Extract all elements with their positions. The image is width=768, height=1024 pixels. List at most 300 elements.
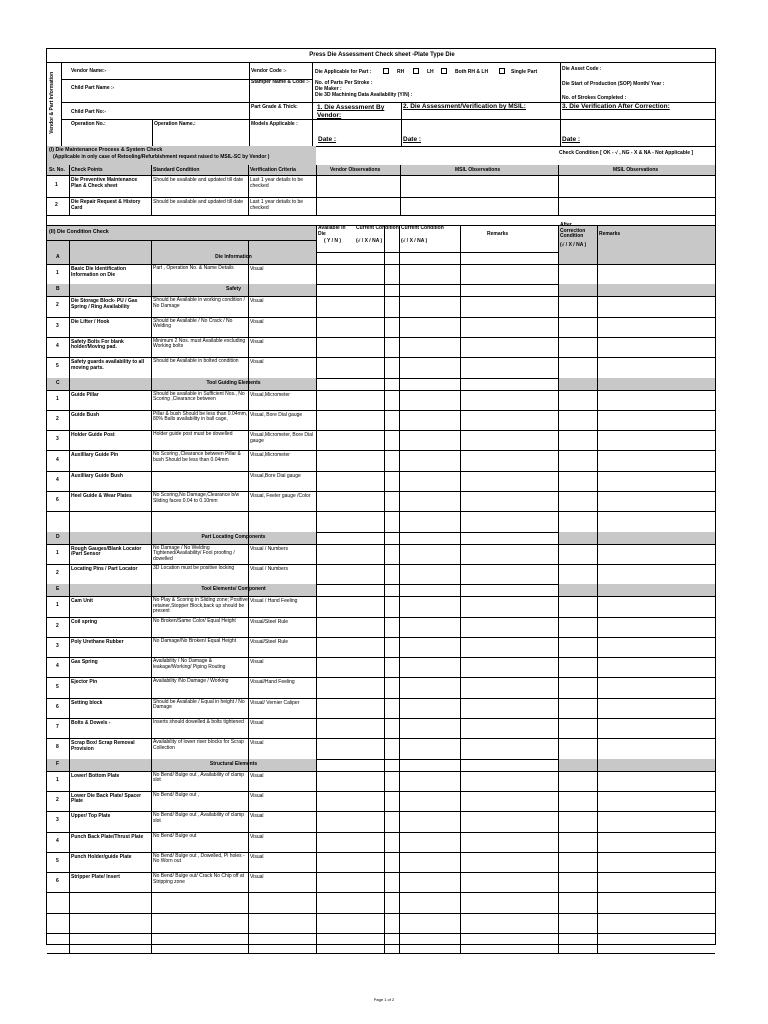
current-condition-cell[interactable]: [384, 852, 399, 872]
remarks2-cell[interactable]: [597, 791, 715, 811]
current-condition2-cell[interactable]: [399, 913, 460, 933]
check-point: Lower/ Bottom Plate: [71, 772, 120, 779]
date-after-field[interactable]: Date :: [562, 136, 581, 143]
stamper-name-field[interactable]: Stamper Name & Code :-: [251, 79, 310, 85]
available-cell[interactable]: [316, 933, 384, 953]
remarks-cell[interactable]: [460, 718, 558, 738]
remarks2-cell[interactable]: [597, 511, 715, 531]
check-point: Die Storage Block- PU / Gas Spring / Ring Availability: [71, 298, 138, 310]
single-checkbox[interactable]: [499, 68, 505, 74]
remarks-cell[interactable]: [460, 892, 558, 912]
available-cell[interactable]: [316, 852, 384, 872]
current-condition2-cell[interactable]: [399, 811, 460, 831]
col-available: Available in Die: [318, 225, 346, 237]
current-condition-cell[interactable]: [384, 410, 399, 430]
table-row: [47, 933, 715, 953]
check-point: Guide Pillar: [71, 391, 99, 398]
group-name: Structural Elements: [209, 760, 258, 767]
standard-condition: Minimum 2 Nos. must Available excluding Working bolts: [153, 337, 246, 350]
operation-name-field[interactable]: Operation Name.:: [154, 121, 196, 127]
check-point: Gas Spring: [71, 659, 98, 666]
remarks2-cell[interactable]: [597, 892, 715, 912]
current-condition2-cell[interactable]: [399, 544, 460, 564]
row-number: 4: [56, 837, 59, 844]
current-condition-cell[interactable]: [384, 296, 399, 316]
table-row: [47, 811, 715, 831]
after-correction-cell[interactable]: [558, 738, 597, 758]
current-condition2-cell[interactable]: [399, 357, 460, 377]
table-row: [47, 264, 715, 284]
row-number: 3: [56, 322, 59, 329]
available-cell[interactable]: [316, 791, 384, 811]
after-correction-cell[interactable]: [558, 637, 597, 657]
verification-criteria: Visual,Bore Dial gauge: [250, 472, 301, 479]
check-point: Holder Guide Post: [71, 432, 115, 439]
die-sop-field[interactable]: Die Start of Production (SOP) Month/ Year :: [562, 81, 665, 87]
current-condition2-cell[interactable]: [399, 564, 460, 584]
after-correction-cell[interactable]: [558, 511, 597, 531]
msil-observation-cell[interactable]: [400, 197, 558, 215]
vendor-code-field[interactable]: Vendor Code :-: [251, 68, 287, 74]
remarks-cell[interactable]: [460, 317, 558, 337]
remarks2-cell[interactable]: [597, 491, 715, 511]
after-correction-cell[interactable]: [558, 296, 597, 316]
after-correction-cell[interactable]: [558, 544, 597, 564]
table-row: [47, 852, 715, 872]
remarks2-cell[interactable]: [597, 811, 715, 831]
available-cell[interactable]: [316, 264, 384, 284]
after-correction-cell[interactable]: [558, 791, 597, 811]
verification-criteria: Visual/Steel Rule: [250, 618, 288, 625]
after-correction-cell[interactable]: [558, 811, 597, 831]
standard-condition: Inserts should dowelled & bolts tightened: [153, 719, 244, 725]
check-point: Setting block: [71, 699, 103, 706]
current-condition2-cell[interactable]: [399, 337, 460, 357]
current-condition2-cell[interactable]: [399, 596, 460, 616]
after-correction-cell[interactable]: [558, 337, 597, 357]
standard-condition: Availability /No Damage / Working: [153, 678, 229, 685]
verification-criteria: Visual: [250, 266, 264, 272]
table-row: [47, 390, 715, 410]
remarks-cell[interactable]: [460, 410, 558, 430]
available-cell[interactable]: [316, 390, 384, 410]
remarks-cell[interactable]: [460, 698, 558, 718]
current-condition-cell[interactable]: [384, 337, 399, 357]
verification-criteria: Visual: [250, 740, 264, 747]
verification-criteria: Visual: [250, 318, 264, 325]
available-cell[interactable]: [316, 430, 384, 450]
current-condition2-cell[interactable]: [399, 430, 460, 450]
remarks-cell[interactable]: [460, 264, 558, 284]
row-number: 4: [56, 663, 59, 670]
check-point: Scrap Box/ Scrap Removal Provision: [71, 740, 135, 752]
after-correction-cell[interactable]: [558, 357, 597, 377]
remarks-cell[interactable]: [460, 872, 558, 892]
strokes-completed-field[interactable]: No. of Strokes Completed :: [562, 95, 627, 101]
remarks2-cell[interactable]: [597, 637, 715, 657]
current-condition2-cell[interactable]: [399, 892, 460, 912]
current-condition2-cell[interactable]: [399, 296, 460, 316]
remarks2-cell[interactable]: [597, 317, 715, 337]
current-condition2-cell[interactable]: [399, 677, 460, 697]
available-cell[interactable]: [316, 698, 384, 718]
current-condition2-cell[interactable]: [399, 410, 460, 430]
available-cell[interactable]: [316, 511, 384, 531]
remarks-cell[interactable]: [460, 657, 558, 677]
available-cell[interactable]: [316, 491, 384, 511]
after-correction-cell[interactable]: [558, 564, 597, 584]
current-condition-cell[interactable]: [384, 450, 399, 470]
current-condition2-cell[interactable]: [399, 317, 460, 337]
group-letter: B: [56, 286, 60, 293]
current-condition-cell[interactable]: [384, 617, 399, 637]
remarks2-cell[interactable]: [597, 471, 715, 491]
col-current2-sub: (√ / X / NA ): [401, 238, 428, 244]
lh-checkbox[interactable]: [413, 68, 419, 74]
verification-criteria: Last 1 year details to be checked: [250, 199, 304, 211]
date-vendor-field[interactable]: Date :: [318, 136, 337, 143]
remarks-cell[interactable]: [460, 296, 558, 316]
standard-condition: Should be available and updated till date: [153, 177, 244, 183]
current-condition2-cell[interactable]: [399, 450, 460, 470]
available-cell[interactable]: [316, 450, 384, 470]
available-cell[interactable]: [316, 892, 384, 912]
section2-title: (II) Die Condition Check: [49, 229, 109, 235]
remarks2-cell[interactable]: [597, 771, 715, 791]
check-point: Die Repair Request & History Card: [71, 199, 141, 211]
table-row: [47, 596, 715, 616]
after-correction-cell[interactable]: [558, 596, 597, 616]
child-part-name-field[interactable]: Child Part Name :-: [71, 85, 115, 91]
remarks-cell[interactable]: [460, 390, 558, 410]
verification-criteria: Visual,Micrometer, Bore Dial gauge: [250, 432, 313, 444]
available-cell[interactable]: [316, 738, 384, 758]
current-condition2-cell[interactable]: [399, 852, 460, 872]
current-condition2-cell[interactable]: [399, 471, 460, 491]
standard-condition: Availability / No Damage & leakage/Working/ Piping Routing: [153, 658, 226, 670]
remarks2-cell[interactable]: [597, 832, 715, 852]
current-condition-cell[interactable]: [384, 657, 399, 677]
available-cell[interactable]: [316, 771, 384, 791]
standard-condition: Availability of lower riser blocks for Scrap Collection: [153, 739, 244, 751]
current-condition-cell[interactable]: [384, 564, 399, 584]
current-condition-cell[interactable]: [384, 637, 399, 657]
remarks2-cell[interactable]: [597, 296, 715, 316]
verification-criteria: Visual: [250, 298, 264, 305]
after-correction-cell[interactable]: [558, 617, 597, 637]
current-condition-cell[interactable]: [384, 791, 399, 811]
remarks-cell[interactable]: [460, 450, 558, 470]
row-number: 5: [56, 683, 59, 690]
row-number: 3: [56, 817, 59, 824]
available-cell[interactable]: [316, 544, 384, 564]
section1-col-std: Standard Condition: [153, 167, 200, 173]
after-correction-cell[interactable]: [558, 491, 597, 511]
after-correction-cell[interactable]: [558, 913, 597, 933]
available-cell[interactable]: [316, 357, 384, 377]
remarks-cell[interactable]: [460, 791, 558, 811]
col-remarks2: Remarks: [599, 231, 621, 237]
verification-criteria: Visual,Micrometer: [250, 391, 290, 398]
current-condition-cell[interactable]: [384, 872, 399, 892]
current-condition2-cell[interactable]: [399, 718, 460, 738]
section1-row: [47, 197, 715, 215]
vendor-observation-cell[interactable]: [316, 197, 400, 215]
current-condition-cell[interactable]: [384, 544, 399, 564]
current-condition2-cell[interactable]: [399, 832, 460, 852]
remarks-cell[interactable]: [460, 430, 558, 450]
available-cell[interactable]: [316, 337, 384, 357]
available-cell[interactable]: [316, 296, 384, 316]
after-correction-cell[interactable]: [558, 872, 597, 892]
current-condition-cell[interactable]: [384, 771, 399, 791]
remarks-cell[interactable]: [460, 544, 558, 564]
standard-condition: No Damage/No Broken/ Equal Height: [153, 637, 237, 644]
remarks2-cell[interactable]: [597, 718, 715, 738]
remarks2-cell[interactable]: [597, 264, 715, 284]
group-letter: C: [56, 379, 60, 386]
current-condition2-cell[interactable]: [399, 791, 460, 811]
table-row: [47, 832, 715, 852]
models-applicable-field[interactable]: Models Applicable :: [251, 121, 298, 127]
remarks2-cell[interactable]: [597, 872, 715, 892]
section1-col-msil-obs2: MSIL Observations: [613, 167, 659, 173]
remarks2-cell[interactable]: [597, 698, 715, 718]
current-condition-cell[interactable]: [384, 811, 399, 831]
die-asset-code-field[interactable]: Die Asset Code :: [562, 66, 602, 72]
current-condition2-cell[interactable]: [399, 617, 460, 637]
remarks-cell[interactable]: [460, 357, 558, 377]
msil-observation-cell[interactable]: [400, 175, 558, 197]
after-correction-cell[interactable]: [558, 698, 597, 718]
current-condition-cell[interactable]: [384, 698, 399, 718]
standard-condition: Should be available and updated till date: [153, 199, 244, 205]
row-number: 1: [56, 549, 59, 556]
current-condition2-cell[interactable]: [399, 657, 460, 677]
after-correction-cell[interactable]: [558, 450, 597, 470]
current-condition-cell[interactable]: [384, 357, 399, 377]
part-grade-field[interactable]: Part Grade & Thick:: [251, 104, 298, 110]
available-cell[interactable]: [316, 617, 384, 637]
remarks-cell[interactable]: [460, 511, 558, 531]
group-header-right: [558, 284, 715, 296]
remarks-cell[interactable]: [460, 811, 558, 831]
after-correction-cell[interactable]: [558, 471, 597, 491]
row-number: 3: [56, 436, 59, 443]
current-condition-cell[interactable]: [384, 511, 399, 531]
available-cell[interactable]: [316, 410, 384, 430]
check-condition-legend: Check Condition [ OK - √ , NG - X & NA - Not Applicable ]: [559, 150, 694, 156]
remarks2-cell[interactable]: [597, 852, 715, 872]
remarks2-cell[interactable]: [597, 738, 715, 758]
remarks-cell[interactable]: [460, 637, 558, 657]
available-cell[interactable]: [316, 872, 384, 892]
current-condition-cell[interactable]: [384, 430, 399, 450]
current-condition2-cell[interactable]: [399, 771, 460, 791]
available-cell[interactable]: [316, 317, 384, 337]
remarks2-cell[interactable]: [597, 617, 715, 637]
after-correction-cell[interactable]: [558, 677, 597, 697]
remarks-cell[interactable]: [460, 771, 558, 791]
verification-criteria: Visual / Numbers: [250, 545, 288, 552]
vendor-name-field[interactable]: Vendor Name:-: [71, 68, 107, 74]
operation-no-field[interactable]: Operation No.:: [71, 121, 106, 127]
check-point: Upper/ Top Plate: [71, 813, 111, 820]
after-correction-cell[interactable]: [558, 933, 597, 953]
current-condition-cell[interactable]: [384, 471, 399, 491]
available-cell[interactable]: [316, 657, 384, 677]
standard-condition: Should be Available in bolted condition: [153, 358, 239, 365]
remarks2-cell[interactable]: [597, 544, 715, 564]
after-correction-cell[interactable]: [558, 657, 597, 677]
check-point: Punch Back Plate/Thrust Plate: [71, 833, 144, 840]
group-header-right: [558, 378, 715, 390]
row-number: 8: [56, 744, 59, 751]
after-correction-cell[interactable]: [558, 718, 597, 738]
single-label: Single Part: [511, 69, 538, 75]
check-point: Locating Pins / Part Locator: [71, 565, 138, 572]
remarks-cell[interactable]: [460, 933, 558, 953]
available-cell[interactable]: [316, 564, 384, 584]
available-cell[interactable]: [316, 677, 384, 697]
available-cell[interactable]: [316, 811, 384, 831]
current-condition-cell[interactable]: [384, 933, 399, 953]
die-maker-field[interactable]: Die Maker :: [315, 86, 342, 92]
current-condition-cell[interactable]: [384, 491, 399, 511]
verification-criteria: Visual: [250, 338, 264, 345]
current-condition2-cell[interactable]: [399, 933, 460, 953]
after-correction-cell[interactable]: [558, 264, 597, 284]
after-correction-cell[interactable]: [558, 892, 597, 912]
row-number: 1: [56, 602, 59, 609]
remarks-cell[interactable]: [460, 471, 558, 491]
after-correction-cell[interactable]: [558, 832, 597, 852]
after-correction-cell[interactable]: [558, 410, 597, 430]
remarks-cell[interactable]: [460, 564, 558, 584]
current-condition-cell[interactable]: [384, 596, 399, 616]
rh-checkbox[interactable]: [383, 68, 389, 74]
row-number: 4: [56, 456, 59, 463]
remarks-cell[interactable]: [460, 677, 558, 697]
after-correction-cell[interactable]: [558, 852, 597, 872]
remarks2-cell[interactable]: [597, 450, 715, 470]
msil-observation2-cell[interactable]: [558, 175, 715, 197]
current-condition-cell[interactable]: [384, 317, 399, 337]
side-label: Vendor & Part Information: [49, 71, 56, 134]
remarks-cell[interactable]: [460, 852, 558, 872]
remarks2-cell[interactable]: [597, 564, 715, 584]
standard-condition: No Bend/ Bulge out , Dowelled, Pi holes - No Worn out: [153, 852, 245, 865]
remarks-cell[interactable]: [460, 596, 558, 616]
remarks-cell[interactable]: [460, 913, 558, 933]
current-condition2-cell[interactable]: [399, 264, 460, 284]
remarks2-cell[interactable]: [597, 337, 715, 357]
group-name: Part Locating Components: [201, 533, 266, 540]
current-condition-cell[interactable]: [384, 832, 399, 852]
remarks2-cell[interactable]: [597, 596, 715, 616]
col-after-sub: (√ / X / NA ): [560, 242, 587, 248]
current-condition2-cell[interactable]: [399, 738, 460, 758]
after-correction-cell[interactable]: [558, 317, 597, 337]
remarks2-cell[interactable]: [597, 913, 715, 933]
group-name: Tool Elements/ Component: [201, 586, 266, 593]
parts-per-stroke-field[interactable]: No. of Parts Per Stroke :: [315, 80, 373, 86]
verification-criteria: Visual: [250, 853, 264, 860]
child-part-no-field[interactable]: Child Part No:-: [71, 109, 106, 115]
current-condition2-cell[interactable]: [399, 872, 460, 892]
date-msil-field[interactable]: Date :: [403, 136, 422, 143]
after-correction-cell[interactable]: [558, 390, 597, 410]
remarks-cell[interactable]: [460, 738, 558, 758]
table-row: [47, 913, 715, 933]
available-cell[interactable]: [316, 596, 384, 616]
available-cell[interactable]: [316, 637, 384, 657]
remarks-cell[interactable]: [460, 617, 558, 637]
both-checkbox[interactable]: [441, 68, 447, 74]
vendor-observation-cell[interactable]: [316, 175, 400, 197]
check-point: Lower Die Back Plate/ Spacer Plate: [71, 792, 142, 805]
remarks2-cell[interactable]: [597, 390, 715, 410]
table-row: [47, 771, 715, 791]
group-name: Safety: [225, 286, 241, 293]
available-cell[interactable]: [316, 471, 384, 491]
check-point: Stripper Plate/ Insert: [71, 874, 120, 881]
available-cell[interactable]: [316, 718, 384, 738]
remarks2-cell[interactable]: [597, 357, 715, 377]
check-point: Auxilliary Guide Pin: [71, 452, 119, 459]
current-condition2-cell[interactable]: [399, 637, 460, 657]
verification-criteria: Visual / Numbers: [250, 565, 288, 572]
remarks2-cell[interactable]: [597, 933, 715, 953]
current-condition2-cell[interactable]: [399, 698, 460, 718]
row-number: 4: [56, 476, 59, 483]
remarks-cell[interactable]: [460, 491, 558, 511]
current-condition2-cell[interactable]: [399, 390, 460, 410]
table-row: [47, 430, 715, 450]
current-condition-cell[interactable]: [384, 738, 399, 758]
remarks2-cell[interactable]: [597, 657, 715, 677]
current-condition-cell[interactable]: [384, 718, 399, 738]
remarks-cell[interactable]: [460, 337, 558, 357]
remarks2-cell[interactable]: [597, 430, 715, 450]
lh-label: LH: [427, 69, 434, 75]
check-point: Punch Holder/guide Plate: [71, 853, 132, 860]
after-correction-cell[interactable]: [558, 430, 597, 450]
current-condition-cell[interactable]: [384, 677, 399, 697]
check-point: Rough Gauges/Blank Locator /Part Sensor: [71, 545, 142, 558]
remarks2-cell[interactable]: [597, 410, 715, 430]
available-cell[interactable]: [316, 913, 384, 933]
standard-condition: No Bend/ Bulge out , Availability of clamp slot: [153, 812, 245, 824]
after-correction-cell[interactable]: [558, 771, 597, 791]
remarks2-cell[interactable]: [597, 677, 715, 697]
current-condition-cell[interactable]: [384, 892, 399, 912]
section1-table: [47, 165, 715, 222]
die-3d-field[interactable]: Die 3D Machining Data Availability (Y/N) :: [315, 92, 413, 98]
current-condition2-cell[interactable]: [399, 511, 460, 531]
table-row: [47, 450, 715, 470]
table-row: [47, 410, 715, 430]
current-condition-cell[interactable]: [384, 913, 399, 933]
section1-col-check: Check Points: [71, 167, 103, 173]
current-condition2-cell[interactable]: [399, 491, 460, 511]
available-cell[interactable]: [316, 832, 384, 852]
current-condition-cell[interactable]: [384, 390, 399, 410]
verification-criteria: Visual: [250, 359, 264, 366]
remarks-cell[interactable]: [460, 832, 558, 852]
current-condition-cell[interactable]: [384, 264, 399, 284]
msil-observation2-cell[interactable]: [558, 197, 715, 215]
